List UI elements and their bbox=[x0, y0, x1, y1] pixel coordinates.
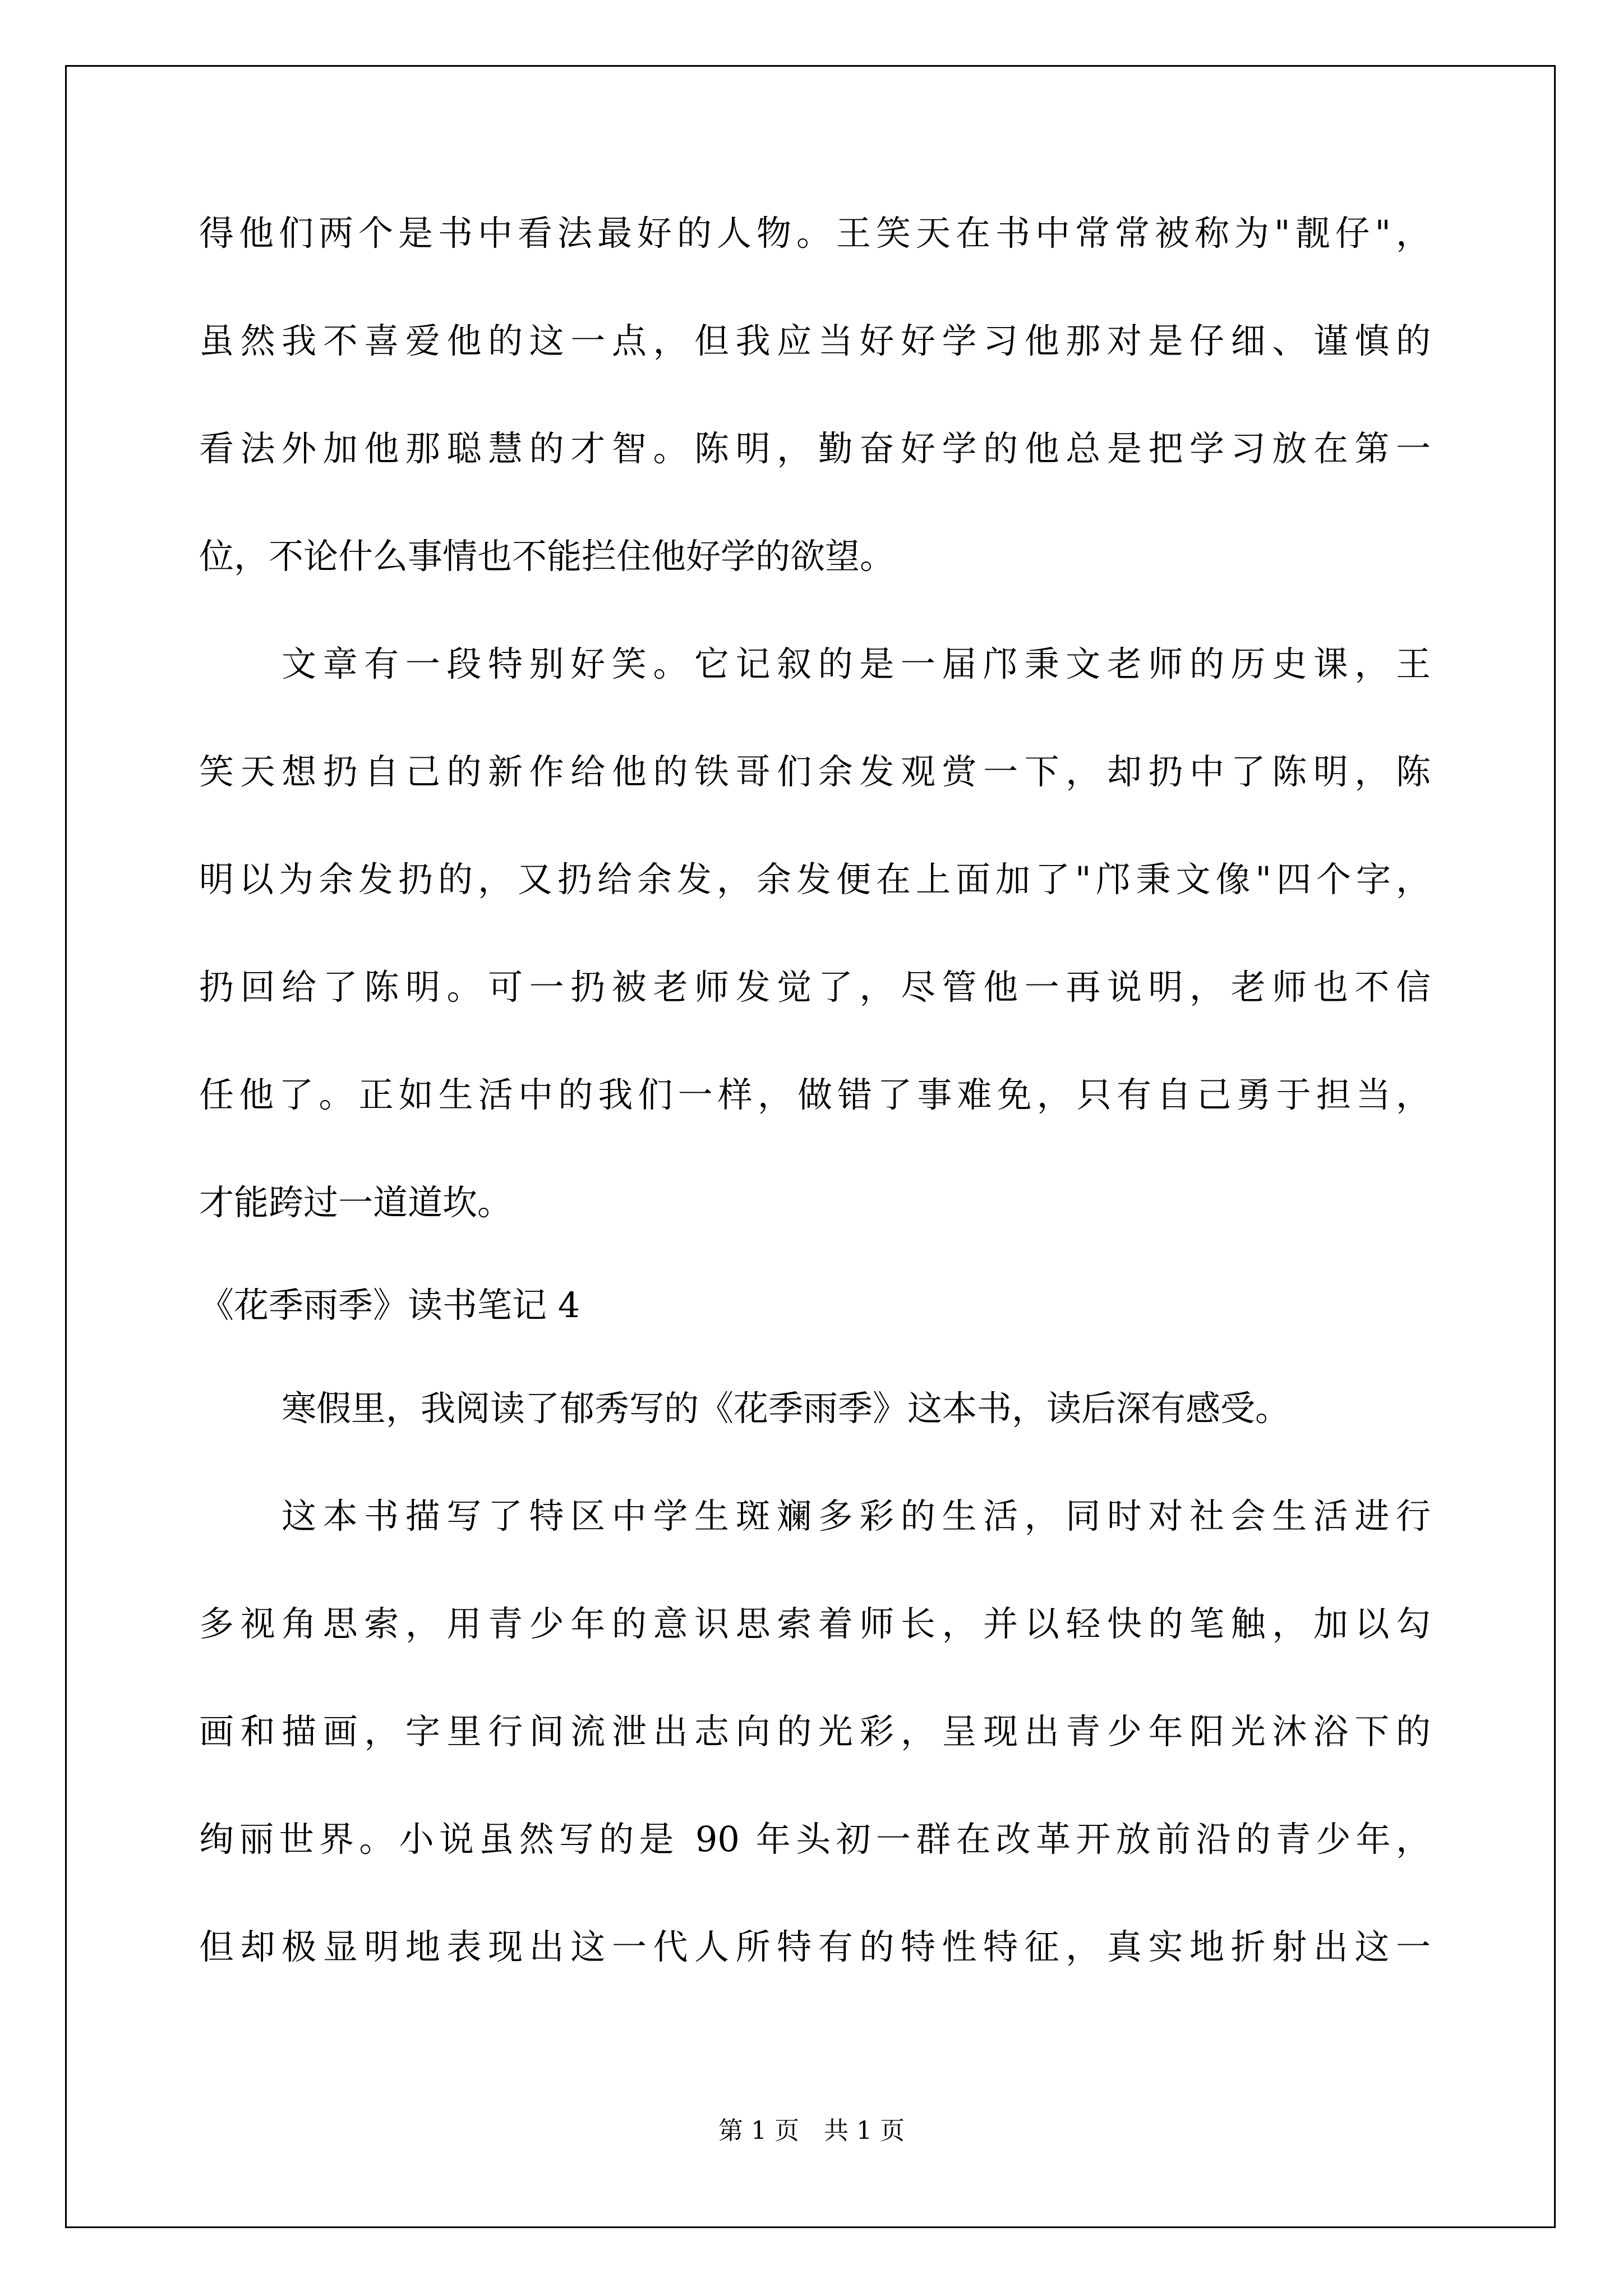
paragraph-line: 任他了。正如生活中的我们一样，做错了事难免，只有自己勇于担当， bbox=[199, 1074, 1431, 1115]
paragraph-line: 这本书描写了特区中学生斑斓多彩的生活，同时对社会生活进行 bbox=[282, 1496, 1431, 1536]
paragraph-line: 画和描画，字里行间流泄出志向的光彩，呈现出青少年阳光沐浴下的 bbox=[199, 1711, 1431, 1752]
paragraph-line: 位，不论什么事情也不能拦住他好学的欲望。 bbox=[199, 536, 895, 577]
paragraph-line: 看法外加他那聪慧的才智。陈明，勤奋好学的他总是把学习放在第一 bbox=[199, 428, 1431, 469]
page-footer: 第 1 页 共 1 页 bbox=[718, 2116, 905, 2145]
paragraph-line: 明以为余发扔的，又扔给余发，余发便在上面加了"邝秉文像"四个字， bbox=[199, 859, 1431, 900]
page-border bbox=[65, 65, 1556, 2228]
paragraph-line: 多视角思索，用青少年的意识思索着师长，并以轻快的笔触，加以勾 bbox=[199, 1603, 1431, 1644]
paragraph-line: 笑天想扔自己的新作给他的铁哥们余发观赏一下，却扔中了陈明，陈 bbox=[199, 751, 1431, 792]
paragraph-line: 绚丽世界。小说虽然写的是 90 年头初一群在改革开放前沿的青少年， bbox=[199, 1819, 1431, 1860]
section-heading: 《花季雨季》读书笔记 4 bbox=[199, 1285, 580, 1326]
paragraph-line: 寒假里，我阅读了郁秀写的《花季雨季》这本书，读后深有感受。 bbox=[282, 1388, 1290, 1429]
paragraph-line: 虽然我不喜爱他的这一点，但我应当好好学习他那对是仔细、谨慎的 bbox=[199, 320, 1431, 361]
paragraph-line: 才能跨过一道道坎。 bbox=[199, 1182, 513, 1223]
paragraph-line: 但却极显明地表现出这一代人所特有的特性特征，真实地折射出这一 bbox=[199, 1926, 1431, 1967]
paragraph-line: 扔回给了陈明。可一扔被老师发觉了，尽管他一再说明，老师也不信 bbox=[199, 967, 1431, 1007]
paragraph-line: 文章有一段特别好笑。它记叙的是一届邝秉文老师的历史课，王 bbox=[282, 643, 1431, 684]
paragraph-line: 得他们两个是书中看法最好的人物。王笑天在书中常常被称为"靓仔"， bbox=[199, 213, 1431, 254]
